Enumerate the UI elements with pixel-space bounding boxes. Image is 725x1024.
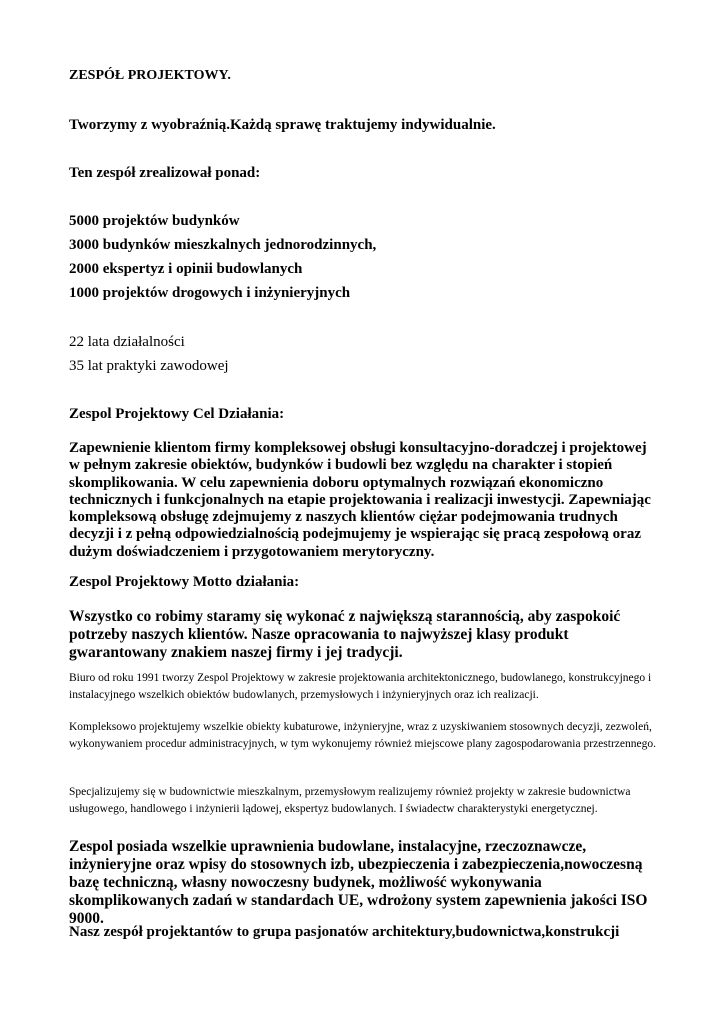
history-paragraph: Biuro od roku 1991 tworzy Zespol Projektowy w zakresie projektowania architektonicznego, budowlanego, konstrukcyjnego i instalacyjnego wszelkich obiektów budowlanych, przemysłowych i inżynieryjnych oraz ich realizacji.: [69, 672, 652, 701]
team-paragraph: Nasz zespół projektantów to grupa pasjonatów architektury,budownictwa,konstrukcji: [69, 924, 620, 940]
experience-item: 22 lata działalności: [69, 334, 185, 350]
motto-heading: Zespol Projektowy Motto działania:: [69, 574, 300, 590]
achievement-item: 2000 ekspertyz i opinii budowlanych: [69, 261, 303, 277]
scope-paragraph: Kompleksowo projektujemy wszelkie obiekty kubaturowe, inżynieryjne, wraz z uzyskiwaniem stosownych decyzji, zezwoleń, wykonywaniem procedur administracyjnych, w tym wykonujemy również miejscowe plany zagospodarowania przestrzennego.: [69, 721, 656, 750]
goal-heading: Zespol Projektowy Cel Działania:: [69, 406, 285, 422]
achievement-item: 5000 projektów budynków: [69, 213, 240, 229]
document-heading: ZESPÓŁ PROJEKTOWY.: [69, 68, 231, 83]
specialization-paragraph: Specjalizujemy się w budownictwie mieszkalnym, przemysłowym realizujemy również projekty w zakresie budownictwa usługowego, handlowego i inżynierii lądowej, ekspertyz budowlanych. I świadectw charakterystyki energetycznej.: [69, 786, 631, 815]
achievement-item: 3000 budynków mieszkalnych jednorodzinnych,: [69, 237, 377, 253]
permissions-paragraph: Zespol posiada wszelkie uprawnienia budowlane, instalacyjne, rzeczoznawcze, inżynieryjne oraz wpisy do stosownych izb, ubezpieczenia i zabezpieczenia,nowoczesną bazę techniczną, własny nowoczesny budynek, możliwość wykonywania skomplikowanych zadań w standardach UE, wdrożony system zapewnienia jakości ISO 9000.: [69, 838, 648, 927]
experience-item: 35 lat praktyki zawodowej: [69, 358, 229, 374]
motto-paragraph: Wszystko co robimy staramy się wykonać z największą starannością, aby zaspokoić potrzeby naszych klientów. Nasze opracowania to najwyższej klasy produkt gwarantowany znakiem naszej firmy i jej tradycji.: [69, 608, 621, 661]
achievement-item: 1000 projektów drogowych i inżynieryjnych: [69, 285, 351, 301]
goal-paragraph: Zapewnienie klientom firmy kompleksowej obsługi konsultacyjno-doradczej i projektowej w pełnym zakresie obiektów, budynków i budowli bez względu na charakter i stopień skomplikowania. W celu zapewnienia doboru optymalnych rozwiązań ekonomiczno technicznych i funkcjonalnych na etapie projektowania i realizacji inwestycji. Zapewniając kompleksową obsługę zdejmujemy z naszych klientów ciężar podejmowania trudnych decyzji i z pełną odpowiedzialnością podejmujemy je wspierając się pracą zespołową oraz dużym doświadczeniem i przygotowaniem merytoryczny.: [69, 440, 651, 560]
tagline: Tworzymy z wyobraźnią.Każdą sprawę traktujemy indywidualnie.: [69, 117, 496, 133]
intro-line: Ten zespół zrealizował ponad:: [69, 165, 261, 181]
